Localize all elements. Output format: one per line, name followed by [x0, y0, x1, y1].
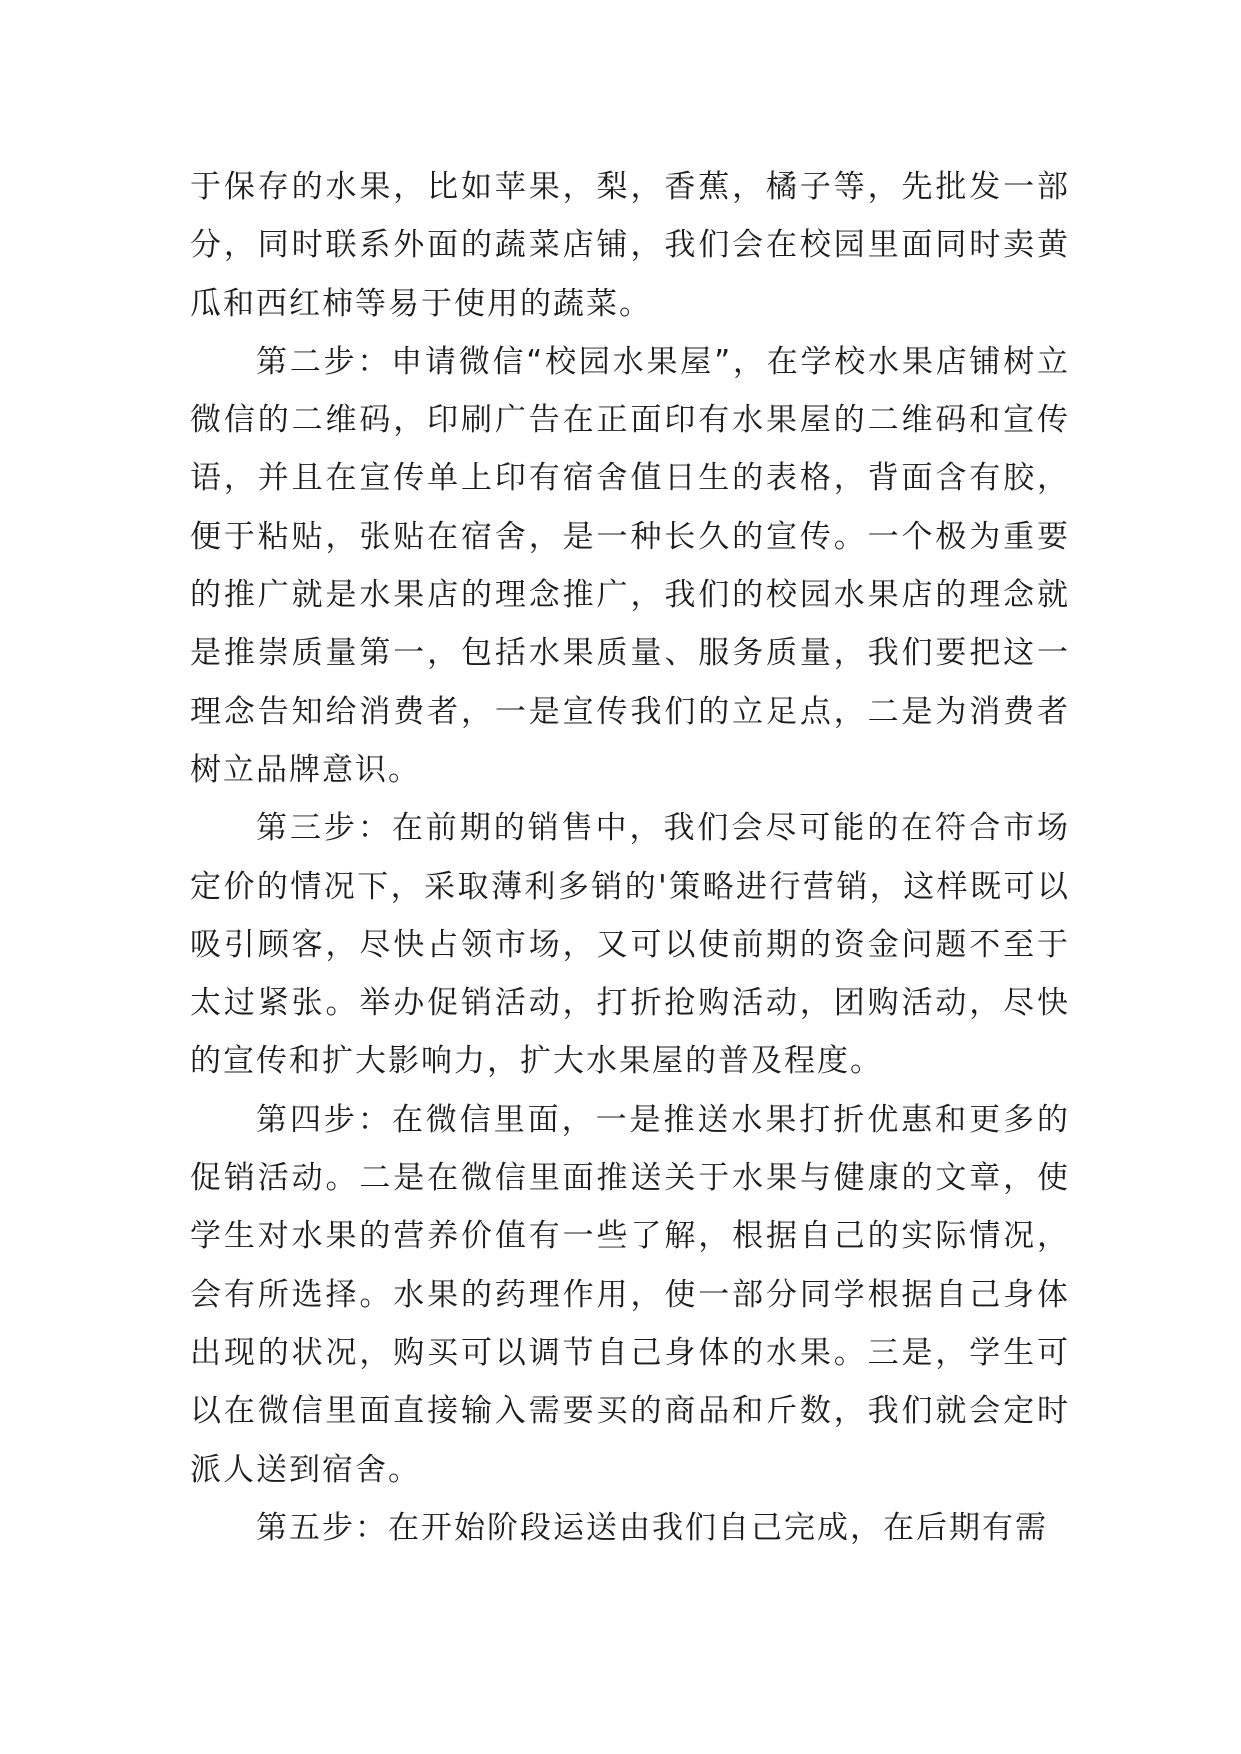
paragraph-1: 于保存的水果，比如苹果，梨，香蕉，橘子等，先批发一部分，同时联系外面的蔬菜店铺，我们会在校园里面同时卖黄瓜和西红柿等易于使用的蔬菜。 — [190, 169, 1070, 322]
document-body — [190, 158, 1070, 1557]
paragraph-5: 第五步：在开始阶段运送由我们自己完成，在后期有需 — [256, 1509, 1048, 1546]
paragraph-3: 第三步：在前期的销售中，我们会尽可能的在符合市场定价的情况下，采取薄利多销的'策略进行营销，这样既可以吸引顾客，尽快占领市场，又可以使前期的资金问题不至于太过紧张。举办促销活动，打折抢购活动，团购活动，尽快的宣传和扩大影响力，扩大水果屋的普及程度。 — [190, 810, 1070, 1080]
paragraph-2: 第二步：申请微信“校园水果屋”，在学校水果店铺树立微信的二维码，印刷广告在正面印有水果屋的二维码和宣传语，并且在宣传单上印有宿舍值日生的表格，背面含有胶，便于粘贴，张贴在宿舍，是一种长久的宣传。一个极为重要的推广就是水果店的理念推广，我们的校园水果店的理念就是推崇质量第一，包括水果质量、服务质量，我们要把这一理念告知给消费者，一是宣传我们的立足点，二是为消费者树立品牌意识。 — [190, 343, 1070, 788]
paragraph-4: 第四步：在微信里面，一是推送水果打折优惠和更多的促销活动。二是在微信里面推送关于水果与健康的文章，使学生对水果的营养价值有一些了解，根据自己的实际情况，会有所选择。水果的药理作用，使一部分同学根据自己身体出现的状况，购买可以调节自己身体的水果。三是，学生可以在微信里面直接输入需要买的商品和斤数，我们就会定时派人送到宿舍。 — [190, 1101, 1070, 1488]
